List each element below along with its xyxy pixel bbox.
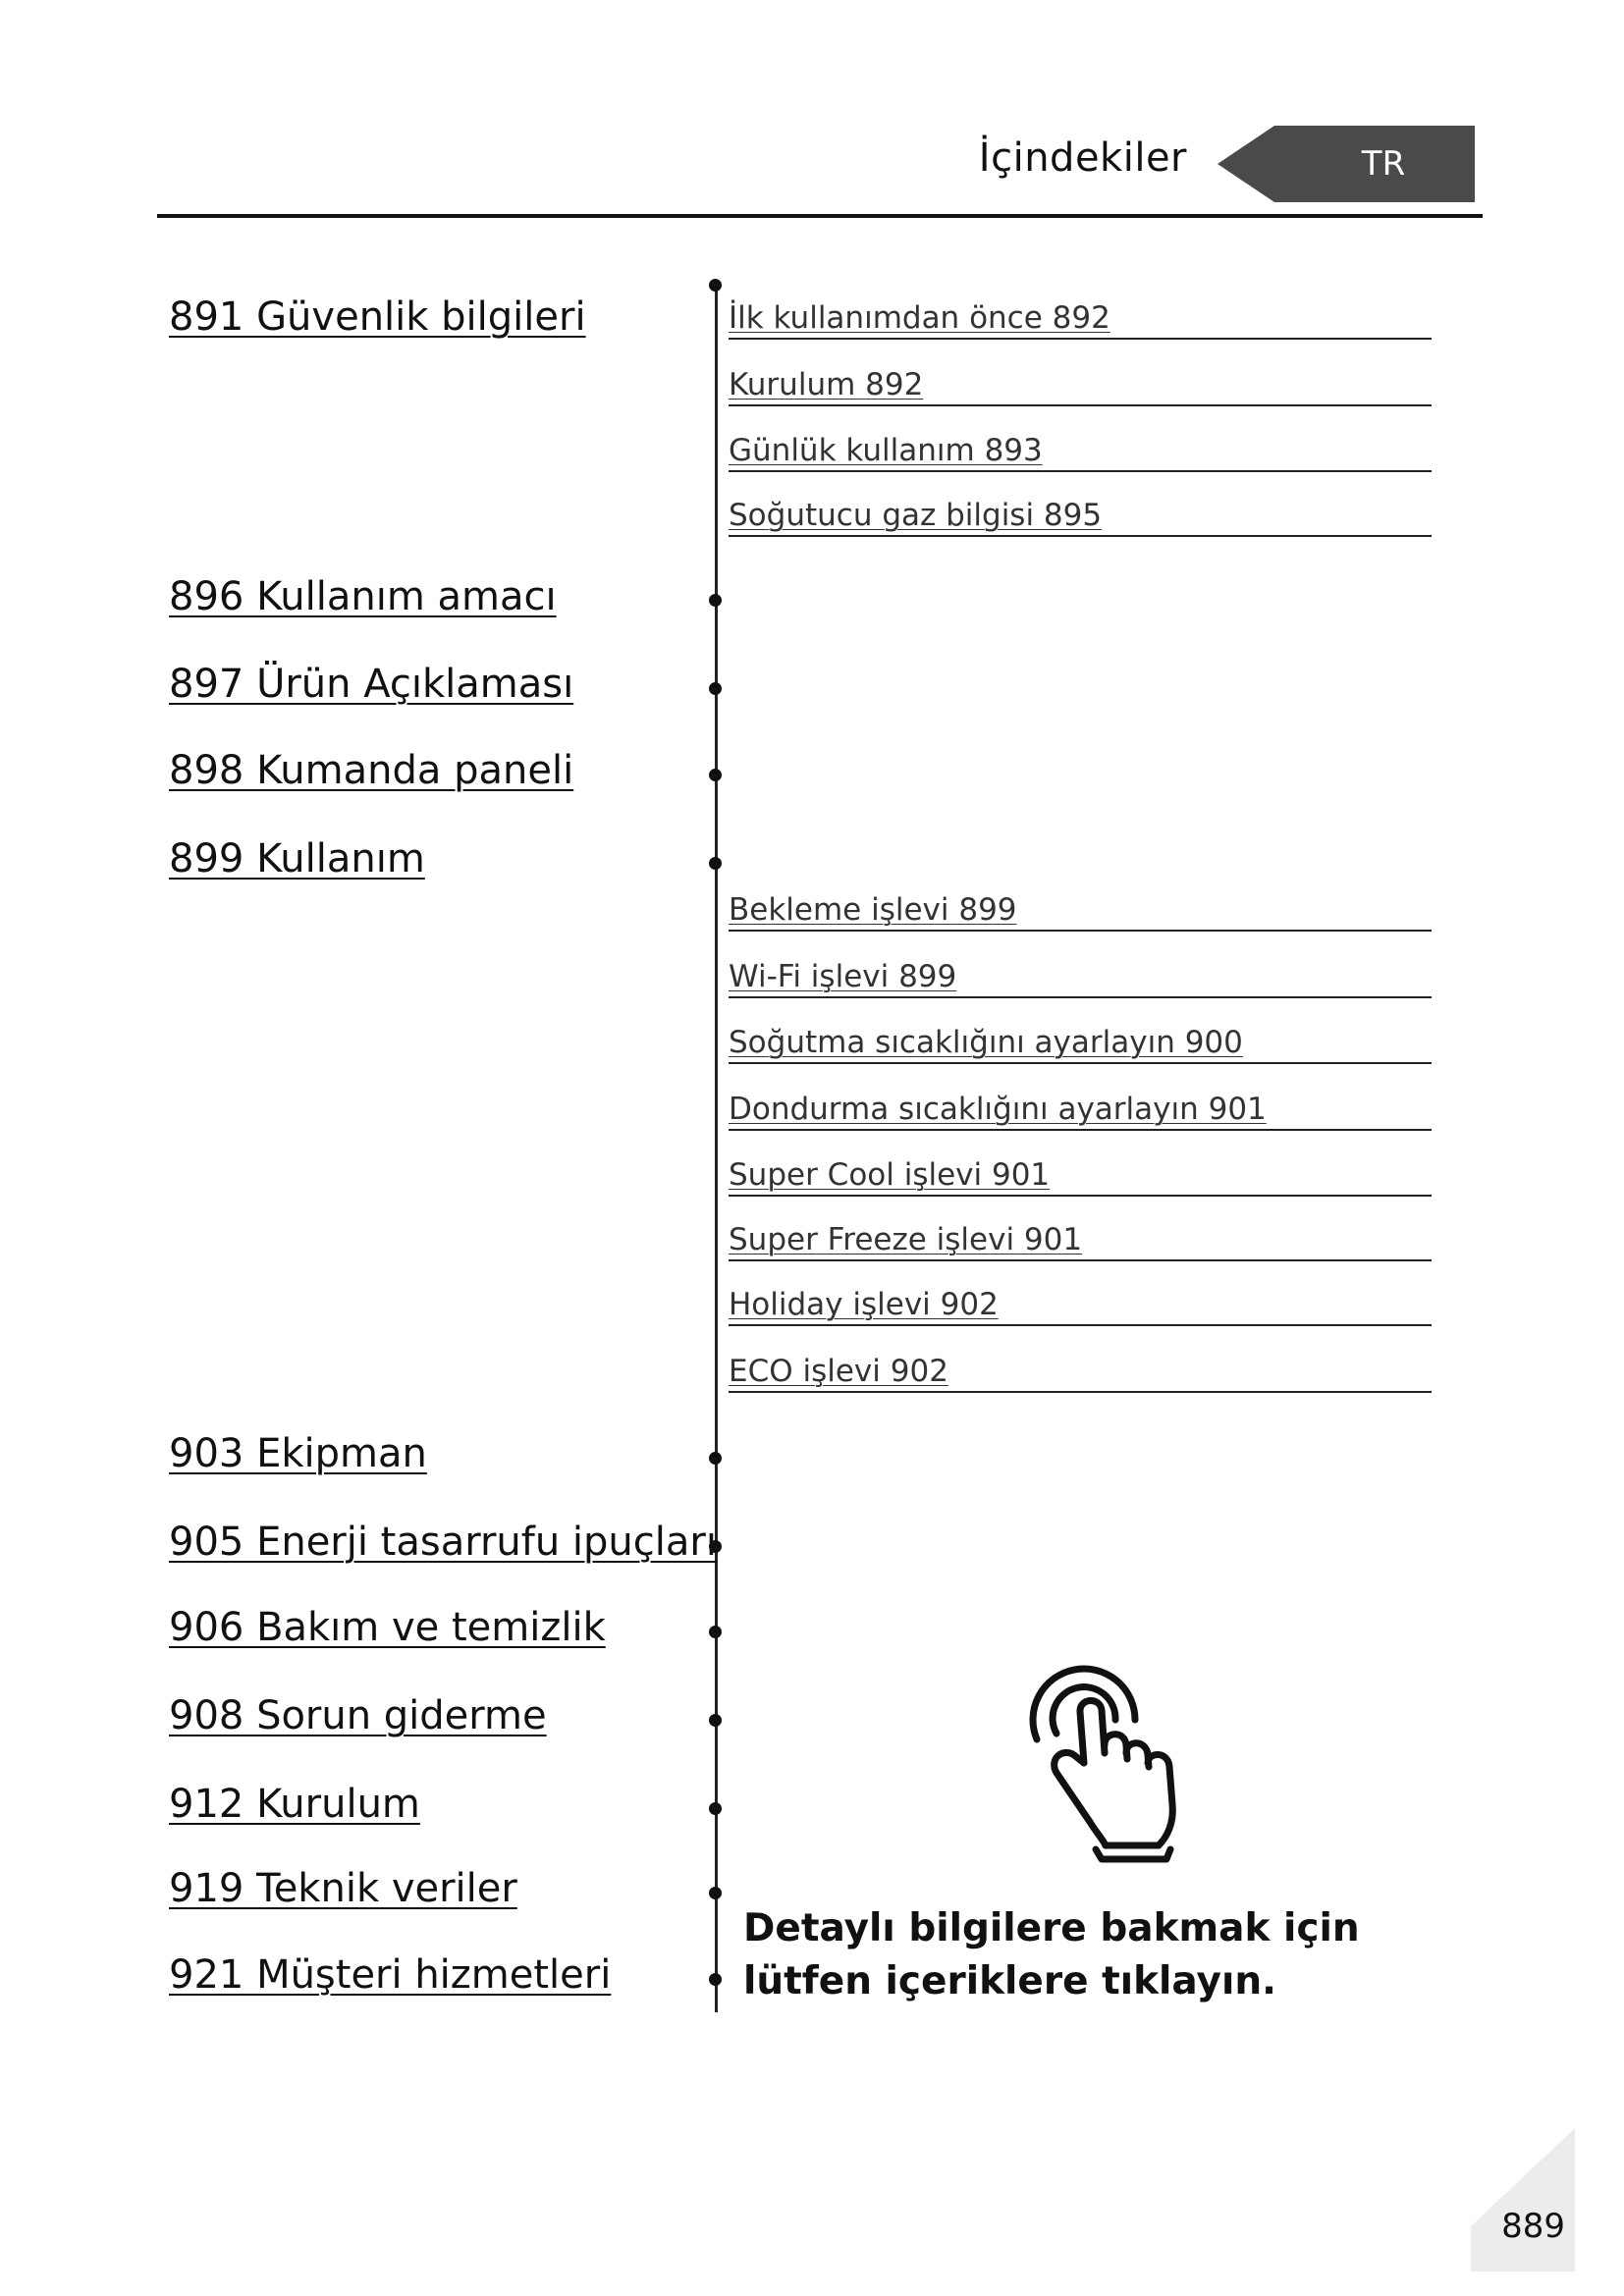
subitem-label: Günlük kullanım 893 — [729, 433, 1043, 468]
subitem-label: Bekleme işlevi 899 — [729, 892, 1017, 928]
subitem-label: Soğutucu gaz bilgisi 895 — [729, 498, 1103, 533]
page-corner-decoration — [1471, 2128, 1575, 2271]
timeline-dot — [709, 682, 722, 695]
subitem-label: Super Cool işlevi 901 — [729, 1157, 1051, 1193]
toc-safety-info[interactable]: 891 Güvenlik bilgileri — [169, 294, 586, 340]
toc-subitem-wifi[interactable] — [729, 949, 1432, 998]
subitem-label: Holiday işlevi 902 — [729, 1287, 999, 1322]
timeline-dot — [709, 857, 722, 870]
toc-usage[interactable]: 899 Kullanım — [169, 836, 425, 881]
subitem-label: Super Freeze işlevi 901 — [729, 1222, 1083, 1257]
timeline-dot — [709, 1452, 722, 1465]
language-label: TR — [1361, 144, 1406, 184]
toc-customer-service[interactable]: 921 Müşteri hizmetleri — [169, 1952, 612, 1998]
timeline-line — [715, 285, 718, 2012]
subitem-label: ECO işlevi 902 — [729, 1354, 948, 1389]
page-title: İçindekiler — [978, 135, 1187, 181]
subitem-label: İlk kullanımdan önce 892 — [729, 300, 1110, 336]
timeline-dot — [709, 279, 722, 292]
page-number: 889 — [1501, 2207, 1565, 2246]
timeline-dot — [709, 1802, 722, 1815]
toc-subitem-eco[interactable] — [729, 1344, 1432, 1393]
instruction-text: Detaylı bilgilere bakmak için lütfen içeriklere tıklayın. — [743, 1906, 1360, 2003]
toc-subitem-super-freeze[interactable] — [729, 1212, 1432, 1261]
toc-maintenance-cleaning[interactable]: 906 Bakım ve temizlik — [169, 1605, 606, 1650]
toc-installation[interactable]: 912 Kurulum — [169, 1782, 420, 1827]
toc-subitem-cooling-temp[interactable] — [729, 1015, 1432, 1064]
toc-subitem-freezing-temp[interactable] — [729, 1082, 1432, 1131]
timeline-dot — [709, 1887, 722, 1899]
toc-intended-use[interactable]: 896 Kullanım amacı — [169, 574, 557, 619]
timeline-dot — [709, 1973, 722, 1986]
header-divider — [157, 214, 1483, 218]
language-tab — [1218, 126, 1475, 202]
timeline-dot — [709, 769, 722, 781]
toc-energy-saving-tips[interactable]: 905 Enerji tasarrufu ipuçları — [169, 1520, 717, 1565]
toc-product-description[interactable]: 897 Ürün Açıklaması — [169, 662, 574, 707]
subitem-label: Dondurma sıcaklığını ayarlayın 901 — [729, 1092, 1267, 1127]
tap-hand-icon — [1011, 1649, 1198, 1865]
toc-subitem-standby[interactable] — [729, 882, 1432, 932]
toc-subitem-daily-use[interactable] — [729, 423, 1432, 472]
toc-subitem-super-cool[interactable] — [729, 1148, 1432, 1197]
subitem-label: Kurulum 892 — [729, 367, 924, 402]
toc-technical-data[interactable]: 919 Teknik veriler — [169, 1866, 517, 1911]
toc-troubleshooting[interactable]: 908 Sorun giderme — [169, 1693, 547, 1738]
toc-subitem-holiday[interactable] — [729, 1277, 1432, 1326]
toc-subitem-refrigerant-info[interactable] — [729, 488, 1432, 537]
timeline-dot — [709, 1714, 722, 1727]
toc-subitem-installation[interactable] — [729, 357, 1432, 406]
toc-subitem-before-first-use[interactable] — [729, 291, 1432, 340]
toc-control-panel[interactable]: 898 Kumanda paneli — [169, 748, 574, 793]
timeline-dot — [709, 594, 722, 607]
subitem-label: Soğutma sıcaklığını ayarlayın 900 — [729, 1025, 1243, 1060]
timeline-dot — [709, 1626, 722, 1638]
subitem-label: Wi-Fi işlevi 899 — [729, 959, 957, 994]
toc-equipment[interactable]: 903 Ekipman — [169, 1431, 427, 1476]
